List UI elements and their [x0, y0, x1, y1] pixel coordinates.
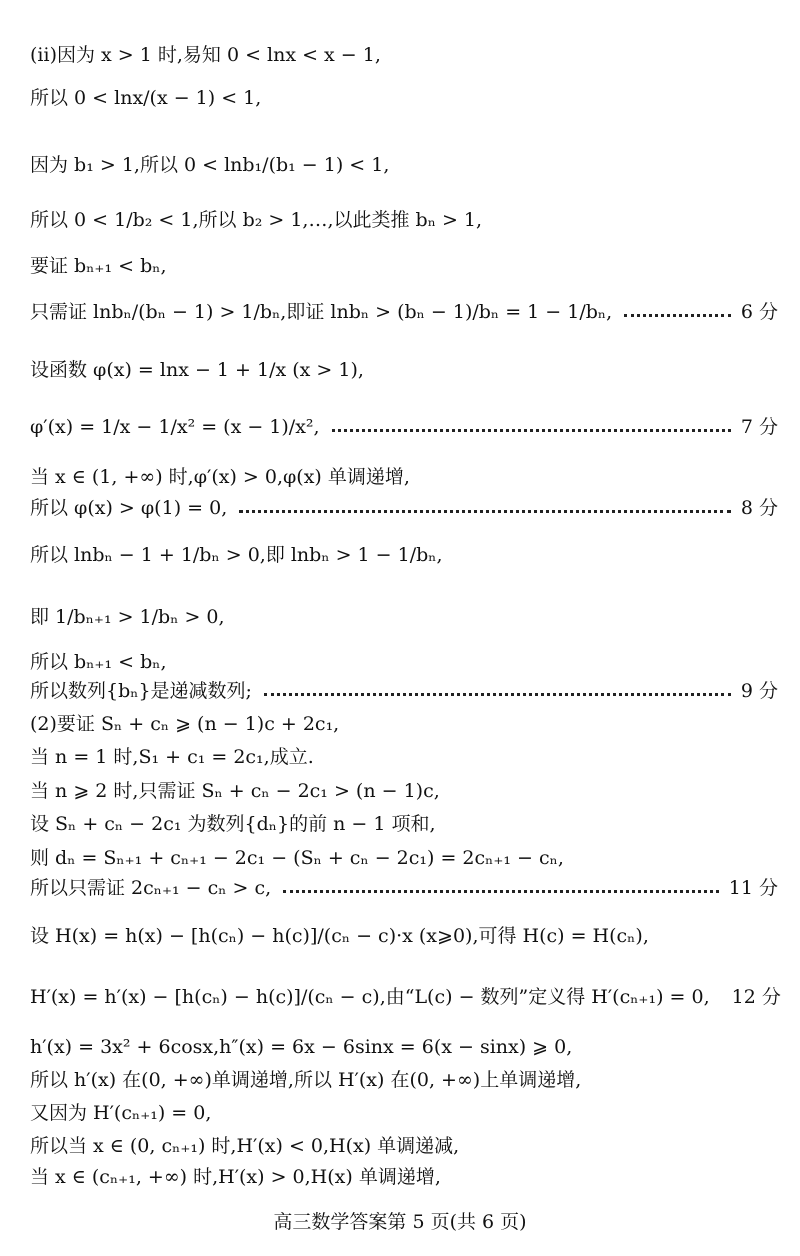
solution-line: h′(x) = 3x² + 6cosx,h″(x) = 6x − 6sinx = 6(x − sinx) ⩾ 0, — [30, 1036, 573, 1058]
solution-line: 所以当 x ∈ (0, cₙ₊₁) 时,H′(x) < 0,H(x) 单调递减, — [30, 1135, 460, 1157]
solution-line: 当 x ∈ (cₙ₊₁, +∞) 时,H′(x) > 0,H(x) 单调递增, — [30, 1166, 441, 1188]
solution-line: (2)要证 Sₙ + cₙ ⩾ (n − 1)c + 2c₁, — [30, 713, 340, 735]
score-mark: 9 分 — [740, 680, 778, 702]
solution-line: 设函数 φ(x) = lnx − 1 + 1/x (x > 1), — [30, 359, 364, 381]
solution-line: 所以 φ(x) > φ(1) = 0, 8 分 — [30, 497, 778, 519]
solution-line: 设 Sₙ + cₙ − 2c₁ 为数列{dₙ}的前 n − 1 项和, — [30, 813, 436, 835]
solution-line: 所以只需证 2cₙ₊₁ − cₙ > c, 11 分 — [30, 877, 778, 899]
solution-line: 要证 bₙ₊₁ < bₙ, — [30, 255, 167, 277]
solution-line: (ⅱ)因为 x > 1 时,易知 0 < lnx < x − 1, — [30, 44, 381, 66]
solution-line: 所以 0 < lnx/(x − 1) < 1, — [30, 87, 262, 109]
leader-dots — [239, 510, 731, 513]
score-mark: 6 分 — [740, 301, 778, 323]
solution-line: 所以 lnbₙ − 1 + 1/bₙ > 0,即 lnbₙ > 1 − 1/bₙ, — [30, 544, 443, 566]
solution-line: 所以 h′(x) 在(0, +∞)单调递增,所以 H′(x) 在(0, +∞)上单调递增, — [30, 1069, 582, 1091]
leader-dots — [264, 693, 731, 696]
solution-line: H′(x) = h′(x) − [h(cₙ) − h(c)]/(cₙ − c),由“L(c) − 数列”定义得 H′(cₙ₊₁) = 0, 12 分 — [30, 986, 781, 1008]
solution-line: 所以 bₙ₊₁ < bₙ, — [30, 651, 167, 673]
solution-line: 设 H(x) = h(x) − [h(cₙ) − h(c)]/(cₙ − c)·x (x⩾0),可得 H(c) = H(cₙ), — [30, 925, 649, 947]
score-mark: 8 分 — [740, 497, 778, 519]
page-footer: 高三数学答案第 5 页(共 6 页) — [273, 1211, 527, 1233]
score-mark: 11 分 — [728, 877, 778, 899]
solution-line: 因为 b₁ > 1,所以 0 < lnb₁/(b₁ − 1) < 1, — [30, 154, 390, 176]
solution-line: 所以数列{bₙ}是递减数列; 9 分 — [30, 680, 778, 702]
solution-line: 即 1/bₙ₊₁ > 1/bₙ > 0, — [30, 606, 225, 628]
score-mark: 12 分 — [731, 986, 781, 1008]
solution-line: 当 n = 1 时,S₁ + c₁ = 2c₁,成立. — [30, 746, 314, 768]
solution-line: 当 n ⩾ 2 时,只需证 Sₙ + cₙ − 2c₁ > (n − 1)c, — [30, 780, 440, 802]
leader-dots — [283, 890, 719, 893]
score-mark: 7 分 — [740, 416, 778, 438]
leader-dots — [332, 429, 731, 432]
solution-line: 当 x ∈ (1, +∞) 时,φ′(x) > 0,φ(x) 单调递增, — [30, 466, 410, 488]
leader-dots — [624, 314, 731, 317]
solution-line: 只需证 lnbₙ/(bₙ − 1) > 1/bₙ,即证 lnbₙ > (bₙ − 1)/bₙ = 1 − 1/bₙ, 6 分 — [30, 301, 778, 323]
solution-line: 又因为 H′(cₙ₊₁) = 0, — [30, 1102, 212, 1124]
solution-line: 所以 0 < 1/b₂ < 1,所以 b₂ > 1,…,以此类推 bₙ > 1, — [30, 209, 483, 231]
solution-line: 则 dₙ = Sₙ₊₁ + cₙ₊₁ − 2c₁ − (Sₙ + cₙ − 2c₁) = 2cₙ₊₁ − cₙ, — [30, 847, 564, 869]
solution-line: φ′(x) = 1/x − 1/x² = (x − 1)/x², 7 分 — [30, 416, 778, 438]
